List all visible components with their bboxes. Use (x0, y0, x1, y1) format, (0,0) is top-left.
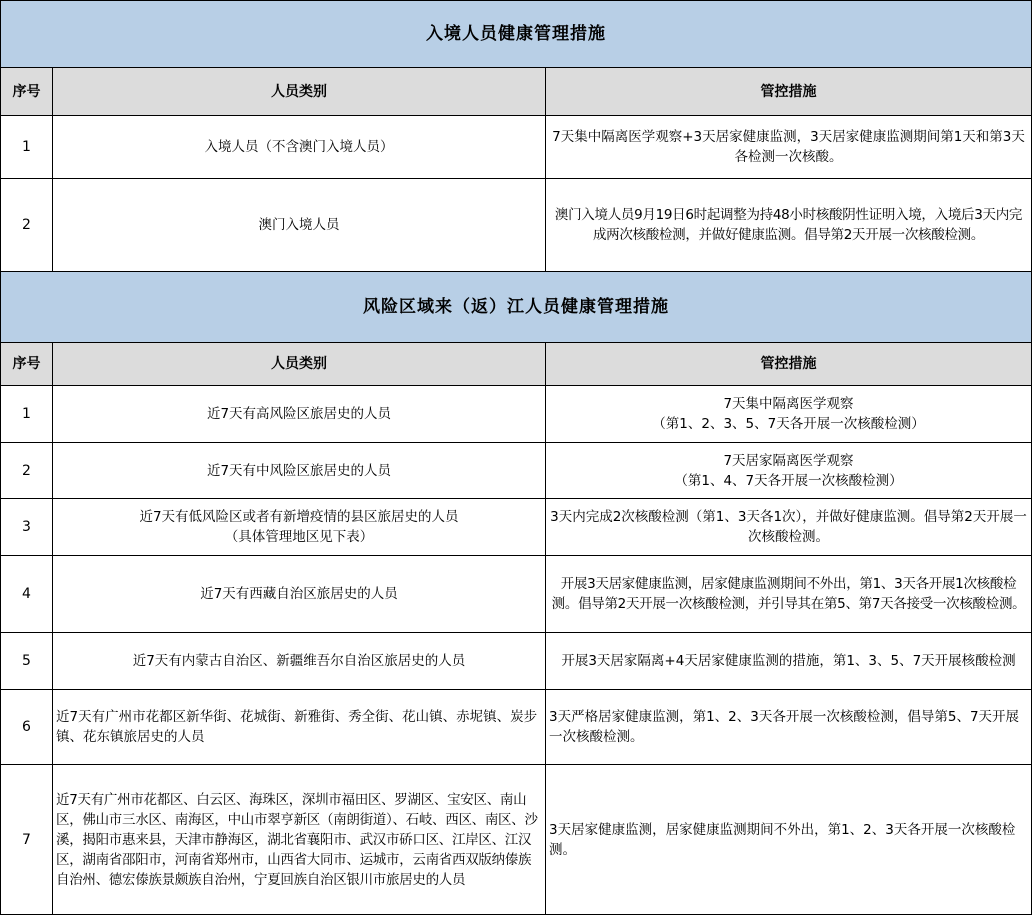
row-no: 3 (1, 499, 53, 556)
row-measures (546, 386, 1032, 443)
row-no: 6 (1, 690, 53, 765)
section1-header-row (1, 68, 1032, 116)
row-category (53, 499, 546, 556)
section1-title-row (1, 1, 1032, 68)
row-measures: 7天集中隔离医学观察+3天居家健康监测，3天居家健康监测期间第1天和第3天各检测一次核酸。 (546, 116, 1032, 179)
row-measures: 3天居家健康监测，居家健康监测期间不外出，第1、2、3天各开展一次核酸检测。 (546, 765, 1032, 915)
header-measures: 管控措施 (546, 68, 1032, 116)
header-measures: 管控措施 (546, 343, 1032, 386)
measures-line: （第1、2、3、5、7天各开展一次核酸检测） (652, 416, 925, 432)
row-category: 近7天有中风险区旅居史的人员 (53, 443, 546, 499)
row-no: 2 (1, 179, 53, 272)
row-measures: 开展3天居家健康监测，居家健康监测期间不外出，第1、3天各开展1次核酸检测。倡导第2天开展一次核酸检测，并引导其在第5、第7天各接受一次核酸检测。 (546, 556, 1032, 633)
row-category: 近7天有内蒙古自治区、新疆维吾尔自治区旅居史的人员 (53, 633, 546, 690)
measures-line: （第1、4、7天各开展一次核酸检测） (674, 472, 903, 489)
header-category: 人员类别 (53, 68, 546, 116)
row-no: 1 (1, 116, 53, 179)
table-row (1, 633, 1032, 690)
row-category: 近7天有高风险区旅居史的人员 (53, 386, 546, 443)
row-category: 澳门入境人员 (53, 179, 546, 272)
row-no: 5 (1, 633, 53, 690)
row-category: 近7天有西藏自治区旅居史的人员 (53, 556, 546, 633)
row-measures: 3天内完成2次核酸检测（第1、3天各1次），并做好健康监测。倡导第2天开展一次核酸检测。 (546, 499, 1032, 556)
measures-line: 7天集中隔离医学观察 (723, 396, 854, 412)
row-category: 近7天有广州市花都区、白云区、海珠区，深圳市福田区、罗湖区、宝安区、南山区，佛山市三水区、南海区，中山市翠亨新区（南朗街道）、石岐、西区、南区、沙溪，揭阳市惠来县，天津市静海区，湖北省襄阳市、武汉市硚口区、江岸区、江汉区，湖南省邵阳市，河南省郑州市，山西省大同市、运城市，云南省西双版纳傣族自治州、德宏傣族景颇族自治州，宁夏回族自治区银川市旅居史的人员 (53, 765, 546, 915)
row-no: 7 (1, 765, 53, 915)
category-line: 近7天有低风险区或者有新增疫情的县区旅居史的人员 (139, 509, 459, 525)
row-measures: 3天严格居家健康监测，第1、2、3天各开展一次核酸检测，倡导第5、7天开展一次核酸检测。 (546, 690, 1032, 765)
header-no: 序号 (1, 68, 53, 116)
table-row (1, 386, 1032, 443)
row-category: 入境人员（不含澳门入境人员） (53, 116, 546, 179)
row-no: 2 (1, 443, 53, 499)
table-row (1, 179, 1032, 272)
row-no: 1 (1, 386, 53, 443)
header-category: 人员类别 (53, 343, 546, 386)
category-line: （具体管理地区见下表） (224, 529, 374, 545)
table-row (1, 765, 1032, 915)
measures-line: 7天居家隔离医学观察 (723, 452, 854, 469)
row-measures: 开展3天居家隔离+4天居家健康监测的措施，第1、3、5、7天开展核酸检测 (546, 633, 1032, 690)
section2-header-row (1, 343, 1032, 386)
table-row (1, 499, 1032, 556)
row-measures (546, 443, 1032, 499)
table-row (1, 443, 1032, 499)
section1-title: 入境人员健康管理措施 (1, 1, 1032, 68)
row-measures: 澳门入境人员9月19日6时起调整为持48小时核酸阴性证明入境，入境后3天内完成两次核酸检测，并做好健康监测。倡导第2天开展一次核酸检测。 (546, 179, 1032, 272)
section2-title-row (1, 272, 1032, 343)
table-row (1, 116, 1032, 179)
header-no: 序号 (1, 343, 53, 386)
table-row (1, 556, 1032, 633)
section2-title: 风险区域来（返）江人员健康管理措施 (1, 272, 1032, 343)
row-category: 近7天有广州市花都区新华街、花城街、新雅街、秀全街、花山镇、赤坭镇、炭步镇、花东镇旅居史的人员 (53, 690, 546, 765)
table-row (1, 690, 1032, 765)
row-no: 4 (1, 556, 53, 633)
